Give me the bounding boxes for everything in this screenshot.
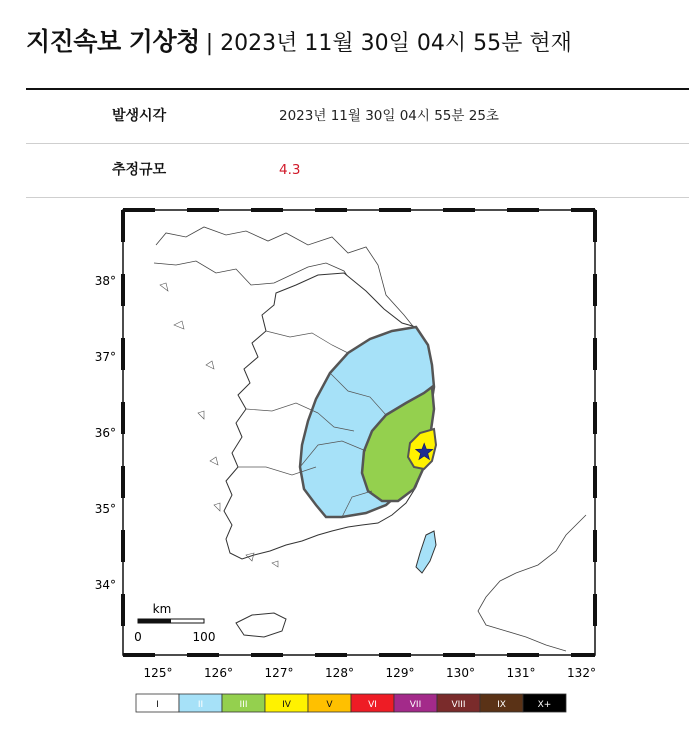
lat-tick-label: 36° (94, 426, 116, 440)
info-row-magnitude (26, 144, 689, 198)
legend-item (480, 694, 523, 712)
legend-item (179, 694, 222, 712)
lat-tick-label: 35° (94, 502, 116, 516)
longitude-labels (144, 666, 596, 680)
title-datetime: | 2023년 11월 30일 04시 55분 현재 (205, 31, 572, 56)
lon-tick-label: 132° (567, 666, 596, 680)
legend-item (222, 694, 265, 712)
lon-tick-label: 130° (446, 666, 475, 680)
scale-end: 100 (192, 630, 216, 644)
scale-start: 0 (134, 630, 142, 644)
legend-item (265, 694, 308, 712)
lat-tick-label: 34° (94, 578, 116, 592)
legend-label: VII (409, 700, 422, 710)
lat-tick-label: 37° (94, 350, 116, 364)
lon-tick-label: 127° (264, 666, 294, 680)
lon-tick-label: 129° (385, 666, 415, 680)
intensity-map (86, 205, 626, 725)
info-row-time (26, 90, 689, 144)
legend-item (394, 694, 437, 712)
legend-label: II (197, 700, 204, 710)
legend-item (437, 694, 480, 712)
legend-label: IV (282, 700, 291, 710)
legend-label: VIII (451, 700, 466, 710)
legend-item (523, 694, 566, 712)
page-title (26, 22, 572, 58)
lat-tick-label: 38° (94, 274, 116, 288)
legend-label: III (239, 700, 248, 710)
legend-item (351, 694, 394, 712)
legend-label: IX (497, 700, 506, 710)
legend-label: VI (368, 700, 377, 710)
intensity-legend (136, 694, 566, 712)
latitude-labels (95, 274, 116, 592)
legend-label: I (156, 700, 159, 710)
lon-tick-label: 128° (325, 666, 354, 680)
legend-label: V (326, 700, 333, 710)
legend-item (136, 694, 179, 712)
time-value: 2023년 11월 30일 04시 55분 25초 (279, 108, 499, 124)
scale-unit: km (152, 602, 172, 616)
legend-item (308, 694, 351, 712)
lon-tick-label: 126° (204, 666, 233, 680)
legend-label: X+ (537, 700, 552, 710)
title-agency: 지진속보 기상청 (26, 27, 200, 56)
time-label: 발생시각 (112, 108, 167, 124)
magnitude-label: 추정규모 (112, 162, 167, 178)
magnitude-value: 4.3 (279, 162, 301, 178)
lon-tick-label: 131° (506, 666, 536, 680)
lon-tick-label: 125° (143, 666, 173, 680)
